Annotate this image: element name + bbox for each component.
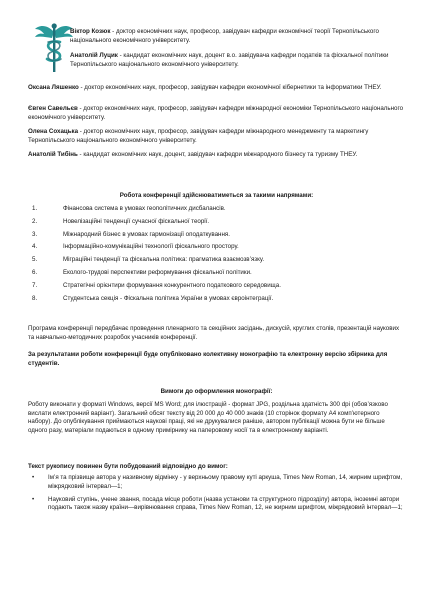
list-item: 3. Міжнародний бізнес в умовах гармонізації оподаткування.	[32, 230, 230, 238]
person-entry: Анатолій Тибінь - кандидат економічних наук, доцент, завідувач кафедри міжнародного бізнесу та туризму ТНЕУ.	[28, 151, 358, 158]
directions-list	[28, 203, 398, 305]
list-item: 8. Студентська секція - Фіскальна політика України в умовах євроінтеграції.	[32, 294, 274, 302]
bullet-icon: •	[32, 474, 35, 481]
monograph-heading: Вимоги до оформлення монографії:	[160, 388, 273, 395]
list-item: • Ім’я та прізвище автора у називному відмінку - у верхньому правому куті аркуша, Times New Roman, 14, жирним шрифтом, міжрядковий інтервал—1;	[32, 474, 403, 490]
caduceus-logo-icon	[33, 20, 75, 76]
list-item: 2. Новелізаційні тенденції сучасної фіскальної теорії.	[32, 217, 210, 225]
list-item: • Науковий ступінь, учене звання, посада місце роботи (назва установи та структурного підрозділу) автора, іноземні автори подають також назву країни—вирівнювання справа, Times New Roman, 12, не жирним шрифтом, міжрядковий інтервал—1;	[32, 495, 403, 512]
list-item: 6. Еколого-трудові перспективи реформування фіскальної політики.	[32, 268, 252, 276]
person-entry: Євген Савельєв - доктор економічних наук, професор, завідувач кафедри міжнародної економіки Тернопільського національного економічного університету.	[28, 105, 404, 121]
person-entry: Олена Сохацька - доктор економічних наук, професор, завідувач кафедри міжнародного менеджменту та маркетингу Тернопільського національного економічного університету.	[28, 128, 369, 144]
list-item: 1. Фінансова система в умовах геополітичних дисбалансів.	[32, 205, 226, 212]
structure-heading: Текст рукопису повинен бути побудований відповідно до вимог:	[28, 463, 228, 470]
person-entry: Анатолій Луцик - кандидат економічних наук, доцент в.о. завідувача кафедри податків та фіскальної політики Тернопільського національного економічного університету.	[70, 52, 389, 68]
directions-heading: Робота конференції здійснюватиметься за такими напрямами:	[119, 192, 314, 199]
bullet-icon: •	[32, 495, 35, 503]
program-paragraph: Програма конференції передбачає проведення пленарного та секційних засідань, дискусій, круглих столів, презентацій наукових та навчально-методичних розробок учасників конференції.	[28, 325, 400, 341]
person-entry: Оксана Ляшенко - доктор економічних наук, професор, завідувач кафедри економічної кібернетики та інформатики ТНЕУ.	[28, 84, 382, 91]
structure-list	[28, 474, 406, 517]
monograph-requirements: Роботу виконати у форматі Windows, версії MS Word; для ілюстрацій - формат JPG, роздільна здатність 300 dpi (обов’язково вислати електронний варіант). Загальний обсяг тексту від 20 000 до 40 000 знаків (10 сторінок формату А4 комп’ютерного набору). До опублікування приймаються наукові праці, які не друкувалися раніше, автором публікації можна бути не більше одного разу, матеріали подаються в одному примірнику на паперовому носії та в електронному варіанті.	[28, 401, 388, 434]
list-item: 4. Інформаційно-комунікаційні технології фіскального простору.	[32, 243, 239, 251]
person-entry: Віктор Козюк - доктор економічних наук, професор, завідувач кафедри економічної теорії Тернопільського національного економічного університету.	[70, 28, 379, 44]
results-paragraph: За результатами роботи конференції буде опубліковано колективну монографію та електронну версію збірника для студентів.	[28, 351, 388, 367]
list-item: 7. Стратегічні орієнтири формування конкурентного податкового середовища.	[32, 281, 281, 289]
list-item: 5. Міграційні тенденції та фіскальна політика: прагматика взаємозв’язку.	[32, 256, 265, 264]
